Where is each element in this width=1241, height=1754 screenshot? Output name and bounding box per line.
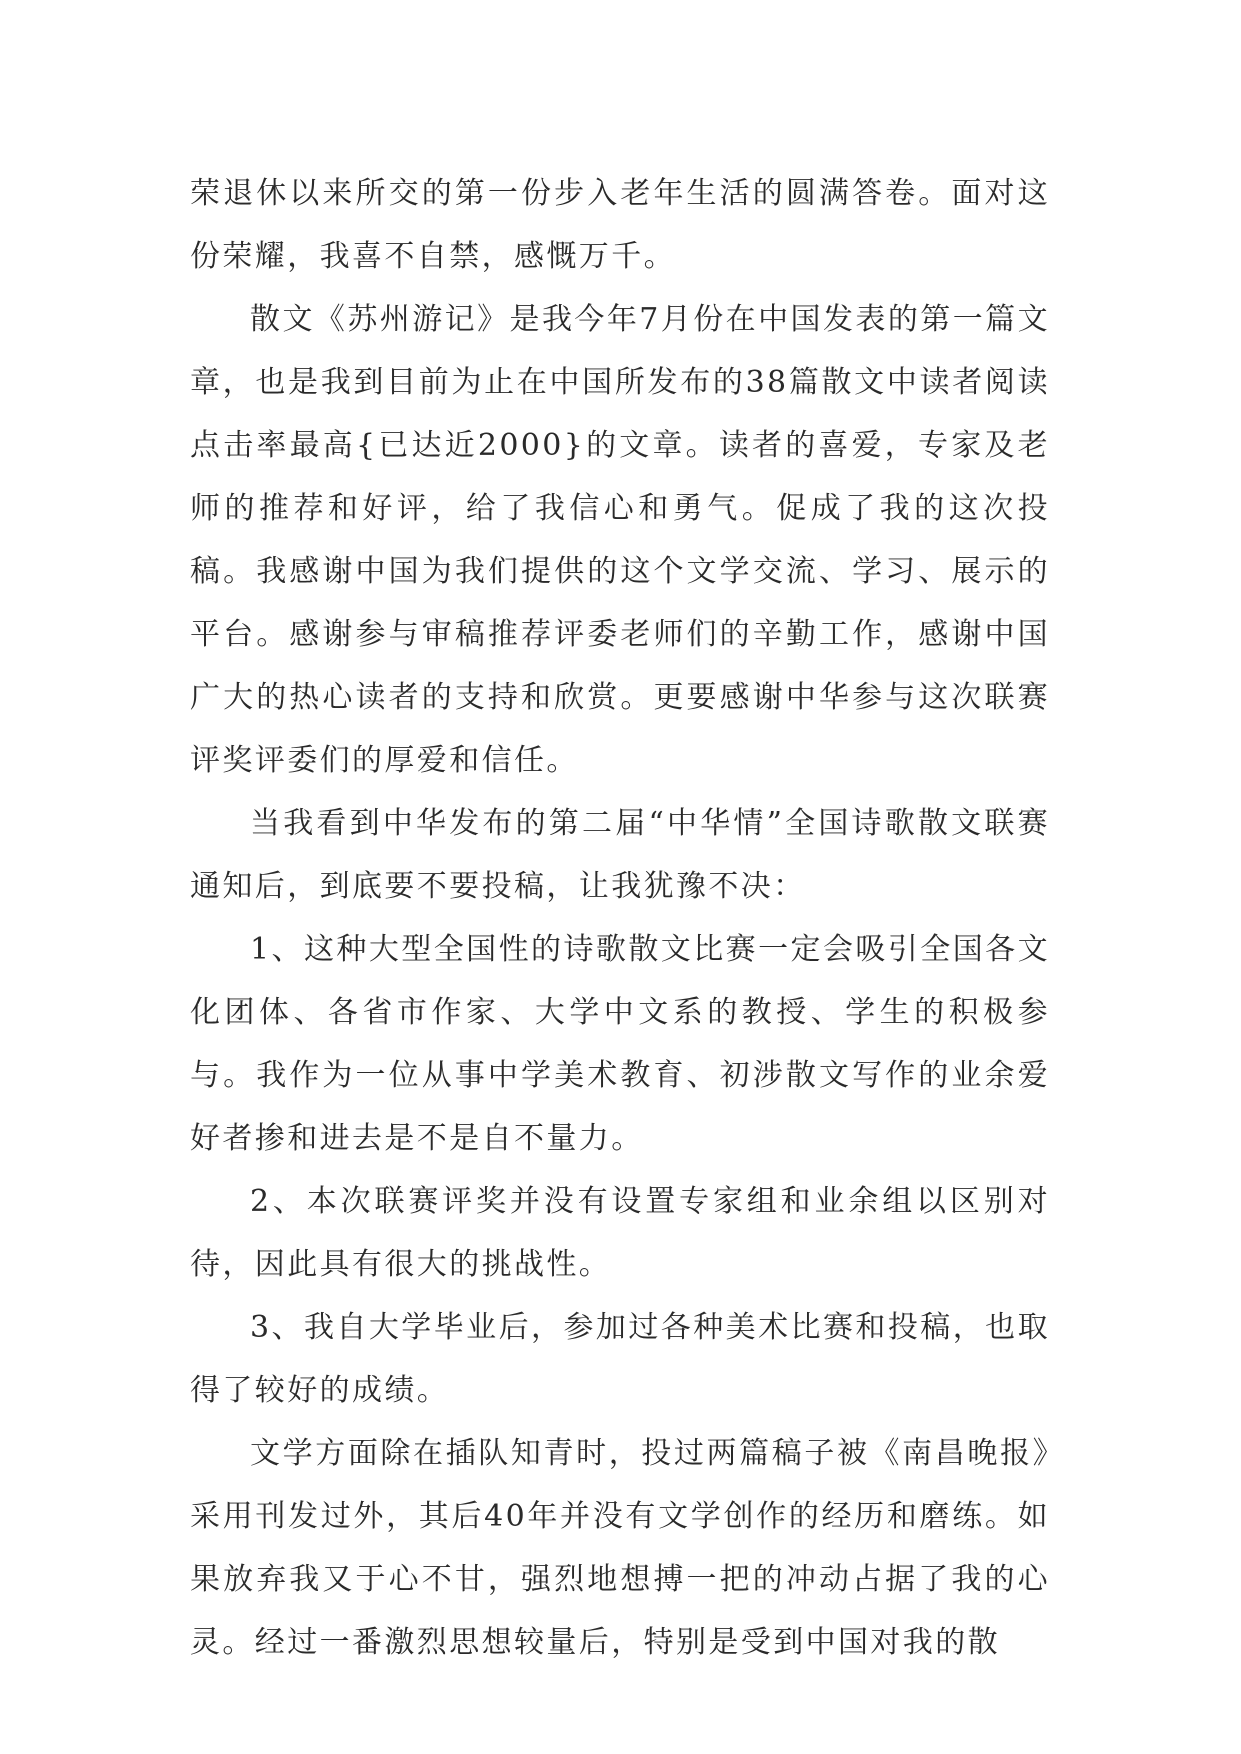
paragraph-6: 3、我自大学毕业后，参加过各种美术比赛和投稿，也取得了较好的成绩。	[190, 1310, 1050, 1408]
paragraph-4: 1、这种大型全国性的诗歌散文比赛一定会吸引全国各文化团体、各省市作家、大学中文系的教授、学生的积极参与。我作为一位从事中学美术教育、初涉散文写作的业余爱好者掺和进去是不是自不量力。	[190, 932, 1050, 1156]
paragraph-3: 当我看到中华发布的第二届“中华情”全国诗歌散文联赛通知后，到底要不要投稿，让我犹豫不决：	[190, 806, 1050, 904]
document-body	[190, 162, 1050, 1674]
paragraph-1: 荣退休以来所交的第一份步入老年生活的圆满答卷。面对这份荣耀，我喜不自禁，感慨万千。	[190, 176, 1050, 274]
paragraph-2: 散文《苏州游记》是我今年7月份在中国发表的第一篇文章，也是我到目前为止在中国所发布的38篇散文中读者阅读点击率最高{已达近2000}的文章。读者的喜爱，专家及老师的推荐和好评，给了我信心和勇气。促成了我的这次投稿。我感谢中国为我们提供的这个文学交流、学习、展示的平台。感谢参与审稿推荐评委老师们的辛勤工作，感谢中国广大的热心读者的支持和欣赏。更要感谢中华参与这次联赛评奖评委们的厚爱和信任。	[190, 302, 1050, 778]
paragraph-5: 2、本次联赛评奖并没有设置专家组和业余组以区别对待，因此具有很大的挑战性。	[190, 1184, 1050, 1282]
paragraph-7: 文学方面除在插队知青时，投过两篇稿子被《南昌晚报》采用刊发过外，其后40年并没有文学创作的经历和磨练。如果放弃我又于心不甘，强烈地想搏一把的冲动占据了我的心灵。经过一番激烈思想较量后，特别是受到中国对我的散	[190, 1436, 1050, 1660]
